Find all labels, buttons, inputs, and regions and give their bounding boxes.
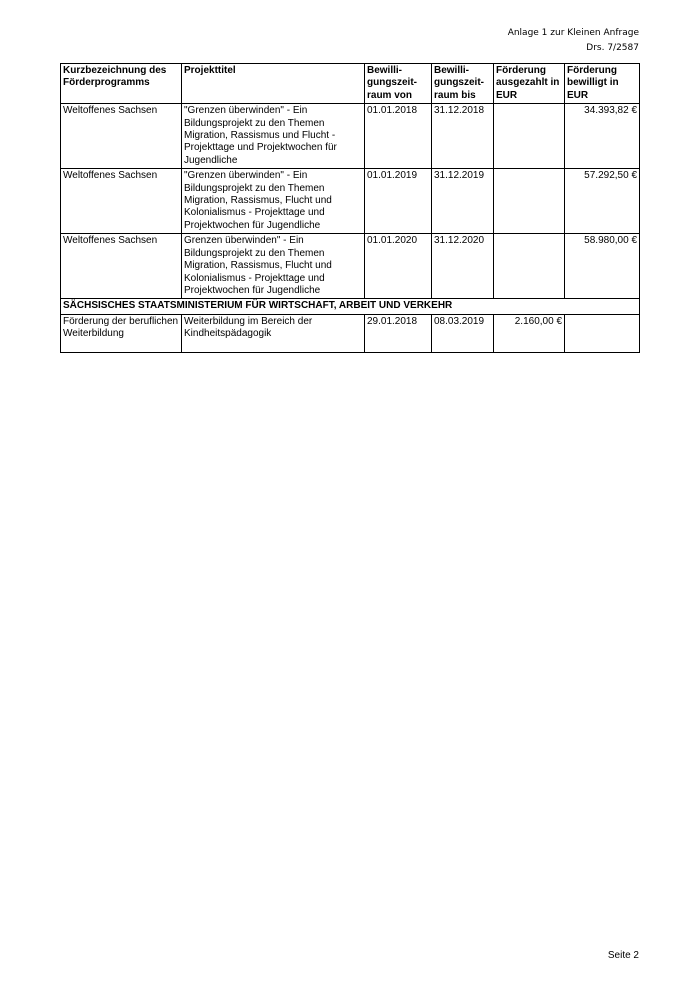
ministry-section-title: SÄCHSISCHES STAATSMINISTERIUM FÜR WIRTSCHAFT, ARBEIT UND VERKEHR [61,299,640,314]
from-date-cell: 01.01.2019 [365,169,432,234]
program-cell: Förderung der beruflichen Weiterbildung [61,314,182,352]
to-date-cell: 31.12.2020 [432,234,494,299]
column-header-approved: Förderung bewilligt in EUR [565,64,640,104]
program-cell: Weltoffenes Sachsen [61,234,182,299]
column-header-from: Bewilli-gungszeit-raum von [365,64,432,104]
paid-amount-cell [494,169,565,234]
header-doc-number: Drs. 7/2587 [586,43,639,53]
header-annex-line: Anlage 1 zur Kleinen Anfrage [507,28,639,38]
approved-amount-cell: 57.292,50 € [565,169,640,234]
column-header-to: Bewilli-gungszeit-raum bis [432,64,494,104]
table-row [61,234,640,299]
program-cell: Weltoffenes Sachsen [61,104,182,169]
funding-table [60,63,640,353]
approved-amount-cell [565,314,640,352]
paid-amount-cell [494,104,565,169]
title-cell: "Grenzen überwinden" - Ein Bildungsprojekt zu den Themen Migration, Rassismus, Flucht und Kolonialismus - Projekttage und Projektwochen für Jugendliche [182,169,365,234]
section-header-row [61,299,640,314]
paid-amount-cell: 2.160,00 € [494,314,565,352]
title-cell: "Grenzen überwinden" - Ein Bildungsprojekt zu den Themen Migration, Rassismus und Flucht - Projekttage und Projektwochen für Jugendliche [182,104,365,169]
table-header-row [61,64,640,104]
column-header-paid: Förderung ausgezahlt in EUR [494,64,565,104]
title-cell: Grenzen überwinden" - Ein Bildungsprojekt zu den Themen Migration, Rassismus, Flucht und Kolonialismus - Projekttage und Projektwochen für Jugendliche [182,234,365,299]
table-row [61,104,640,169]
column-header-title: Projekttitel [182,64,365,104]
to-date-cell: 08.03.2019 [432,314,494,352]
to-date-cell: 31.12.2019 [432,169,494,234]
document-header [508,26,639,56]
from-date-cell: 01.01.2020 [365,234,432,299]
page-number: Seite 2 [607,950,639,961]
column-header-program: Kurzbezeichnung des Förderprogramms [61,64,182,104]
approved-amount-cell: 58.980,00 € [565,234,640,299]
approved-amount-cell: 34.393,82 € [565,104,640,169]
to-date-cell: 31.12.2018 [432,104,494,169]
from-date-cell: 29.01.2018 [365,314,432,352]
program-cell: Weltoffenes Sachsen [61,169,182,234]
table-row [61,314,640,352]
from-date-cell: 01.01.2018 [365,104,432,169]
paid-amount-cell [494,234,565,299]
title-cell: Weiterbildung im Bereich der Kindheitspädagogik [182,314,365,352]
table-row [61,169,640,234]
